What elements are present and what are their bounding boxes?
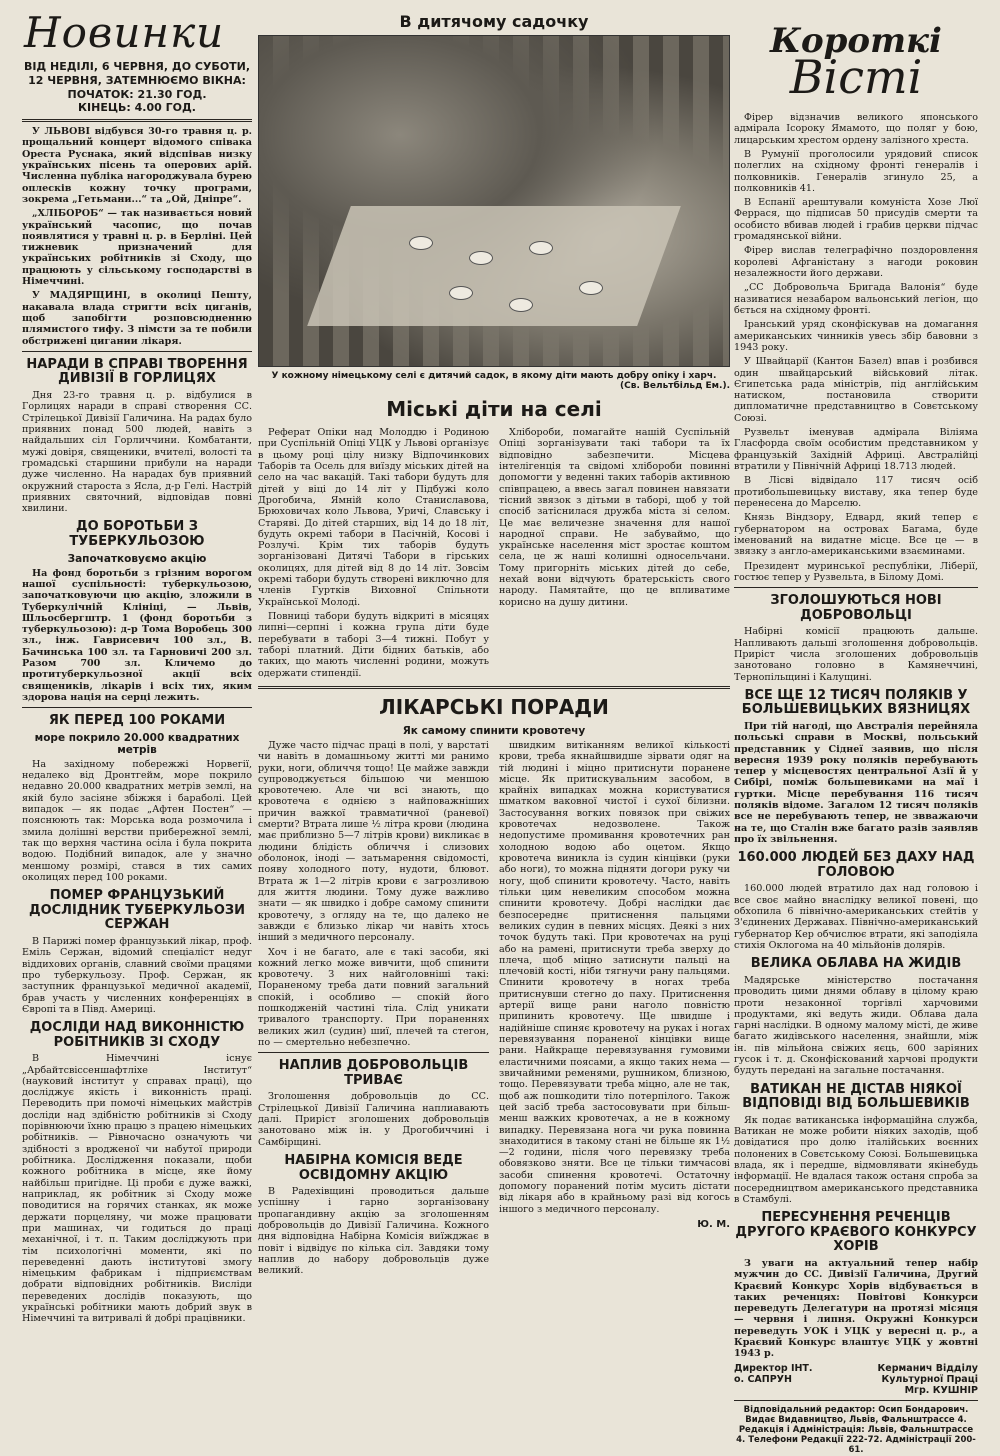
novynky-masthead: Новинки [24, 8, 225, 57]
vatican-heading: ВАТИКАН НЕ ДІСТАВ НІЯКОЇ ВІДПОВІДІ ВІД БОЛЬШЕВИКІВ [742, 1081, 970, 1112]
new-volunteers-body: Набірні комісії працюють дальше. Напливають дальші зголошення добровольців. Приріст числа зголошених добровольців занотовано головно в Камянеччині, Тернопільщині і Калущині. [734, 626, 978, 683]
signature-right [878, 1363, 978, 1396]
choir-heading: ПЕРЕСУНЕННЯ РЕЧЕНЦІВ ДРУГОГО КРАЄВОГО КОНКУРСУ ХОРІВ [735, 1210, 977, 1255]
photo-plate [509, 298, 533, 312]
divider [22, 707, 252, 708]
sea-heading: ЯК ПЕРЕД 100 РОКАМИ [48, 713, 226, 729]
sign-right-name: Мгр. КУШНІР [904, 1384, 978, 1396]
raid-body: Мадярське міністерство постачання проводить цими днями облаву в цілому краю проти незаконної торгівлі харчовими продуктами, які ведуть жиди. Облава дала гарні наслідки. В одному малому місті, де живе багато жидівського населення, знайшли, між ін. пів мільйона свіжих яєць, 600 заріяних гусок і т. д. Сконфіскований харчові продукти будуть передані на загальне постачання. [734, 974, 978, 1077]
volunteers-heading: НАПЛИВ ДОБРОВОЛЬЦІВ ТРИВАЄ [278, 1058, 469, 1088]
left-column [22, 0, 252, 1328]
divider [734, 587, 978, 588]
middle-column [258, 0, 730, 1280]
brief-item: Президент муринської республіки, Ліберії, гостює тепер у Рузвельта, в Білому Домі. [734, 560, 978, 583]
divider [22, 351, 252, 352]
sea-subheading: море покрило 20.000 квадратних метрів [34, 731, 240, 756]
brief-item: „СС Добровольча Бригада Валонія“ буде називатися незабаром вальонський легіон, що бється на східному фронті. [734, 282, 978, 316]
photo-caption [258, 371, 730, 391]
brief-item: Фірер відзначив великого японського адмірала Ісороку Ямамото, що поляг у бою, лицарським хрестом ордену залізного хреста. [734, 111, 978, 146]
sign-right-title2: Культурної Праці [881, 1373, 978, 1385]
sergent-heading: ПОМЕР ФРАНЦУЗЬКИЙ ДОСЛІДНИК ТУБЕРКУЛЬОЗИ СЕРЖАН [28, 888, 246, 933]
photo-plate [529, 241, 553, 255]
masthead-word1: Короткі [770, 21, 942, 61]
city-children-para2: Повниці табори будуть відкриті в місяцях липні—серпні і кожна група діти буде перебувати в таборі 3—4 тижні. Побут у таборі платний. Діти бідних батьків, або таких, що мають численні родини, можуть одержати стипендії. [258, 611, 489, 679]
poles-heading: ВСЕ ЩЕ 12 ТИСЯЧ ПОЛЯКІВ У БОЛЬШЕВИЦЬКИХ ВЯЗНИЦЯХ [741, 687, 971, 718]
short-news-masthead [734, 21, 978, 104]
photo-credit: (Св. Вельтбільд Ем.). [620, 381, 730, 391]
tb-body: На фонд боротьби з грізним ворогом нашої суспільності: туберкульозою, започатковуючи цю акцію, зложили в Туберкулічній Клініці, — Львів, Шльосбергштр. 1 (фонд боротьби з туберкульозою): д-р Тома Воробець 300 зл., інж. Гаврисевич 100 зл., В. Бачинська 100 зл. та Гарновичі 200 зл. Разом 700 зл. Кличемо до протитуберкульозної акції всіх священиків, лікарів і всіх тих, яким здорова нація на серці лежить. [22, 567, 252, 703]
brief-item: В Лісві відвідало 117 тисяч осіб протибольшевицьку виставу, яка тепер буде перенесена до Марселю. [734, 475, 978, 509]
blackout-line1: ВІД НЕДІЛІ, 6 ЧЕРВНЯ, ДО СУБОТИ, [23, 60, 251, 73]
blackout-line2: 12 ЧЕРВНЯ, ЗАТЕМНЮЄМО ВІКНА: [28, 73, 246, 87]
brief-item: Рузвельт іменував адмірала Віліяма Гласфорда своїм особистим представником у французькій Західній Африці. Австралійці втратили у Північній Африці 18.713 людей. [734, 427, 978, 473]
tb-subheading: Започатковуємо акцію [67, 552, 207, 565]
medical-para3: швидким витіканням великої кількості крови, треба якнайшвидше зірвати одяг на тій людині і міцно притиснути поранене місце. Як притискувальним засобом, в крайніх випадках можна користуватися шматком ваковної чистої і сухої білизни. Застосування вогких повязок при свіжих кровотечах недозволене. Також недопустиме промивання кровотечних ран холодною водою або оцетом. Якщо кровотеча виникла із судин кінцівки (руки або ноги), то можна підняти догори руку чи ногу, щоб спинити кровотечу. Часто, навіть тільки цим невеликим способом можна спинити кровотечу. Добрі наслідки дає безпосереднє притиснення пальцями великих судин в певних місцях. Деякі з них точок будуть такі. При кровотечах на руці або на рамені, притиснути треба зверху до плеча, щоб міцно затиснути пальці на плечовій кості, ніби тягнучи рану пальцями. Спинити кровотечу в ногах треба притиснувши стегно до паху. Притиснення артерії вище рани наголо повністю припинить кровотечу. Ще швидше і надійніше спиняє кровотечу на руках і ногах перевязування пораненої кінцівки вище рани. Найкраще перевязування гумовими еластичними поясами, а якщо таких нема — звичайними ременями, рушником, близною, тощо. Перевязувати треба міцно, але не так, щоб аж пошкодити тіло потерпілого. Також цей засіб треба застосовувати при більш-менш важких кровотечах, а не в кожному випадку. Перевязана нога чи рука повинна знаходитися в такому стані не більше як 1½—2 години, після чого перевязку треба обовязково зняти. Все це тільки тимчасові засоби спинення кровотечі. Остаточну допомогу поранений потім мусить дістати від лікаря або в крайньому разі від когось іншого з медичного персоналу. [499, 739, 730, 1215]
photo-plate [469, 251, 493, 265]
masthead-word2: Вісті [789, 49, 923, 104]
homeless-body: 160.000 людей втратило дах над головою і все своє майно внаслідку великої повені, що обхопила 6 північно-американських стейтів у З'єдинених Державах. Північно-американський губернатор Кер обчислює втрати, які заподіяла стихія Оклогома на 40 мільйонів долярів. [734, 883, 978, 952]
city-children-para1: Реферат Опіки над Молоддю і Родиною при Суспільній Опіці УЦК у Львові організує в цьому році цілу низку Відпочинкових Таборів та Осель для виїзду міських дітей на село на час вакацій. Такі табори будуть для дітей у віці до 14 літ у Підбужі коло Дрогобича, Ямній коло Станиславова, Брюховичах коло Львова, Уричі, Славську і Старяві. До дітей старших, від 14 до 18 літ, будуть окремі табори в Пасічній, Косові і Розлучі. Крім тих таборів будуть зорганізовані Дитячі Табори в гірських околицях, для дітей від 8 до 14 літ. Зовсім окремі табори будуть створені виключно для членів Гуртків Виховної Спільноти Української Молоді. [258, 427, 489, 608]
photo-plate [579, 281, 603, 295]
divider [258, 686, 730, 689]
kindergarten-photo [258, 35, 730, 367]
blackout-start: ПОЧАТОК: 21.30 ГОД. [67, 87, 207, 101]
brief-item: Іранський уряд сконфіскував на домагання американських чинників увесь збір бавовни з 1943 року. [734, 319, 978, 353]
kindergarten-kicker: В дитячому садочку [399, 12, 589, 31]
imprint: Відповідальний редактор: Осип Бондарович. Видає Видавництво, Львів, Фальнштрассе 4. Редакція і Адміністрація: Львів, Фальнштрассе 4. Телефони Редакції 222-72. Адміністрації 200-61. [736, 1404, 976, 1456]
commission-heading: НАБІРНА КОМІСІЯ ВЕДЕ ОСВІДОМНУ АКЦІЮ [284, 1152, 463, 1183]
new-volunteers-heading: ЗГОЛОШУЮТЬСЯ НОВІ ДОБРОВОЛЬЦІ [770, 593, 942, 623]
gorlice-body: Дня 23-го травня ц. р. відбулися в Горлицях наради в справі створення СС. Стрілецької Дивізії Галичина. На радах було приявних понад 500 людей, навіть з найдальших сіл Горличчини. Комбатанти, мужі довіря, священики, вчителі, волості та громадські старшини прибули на наради дуже численно. На нарадах був приявний окружний староста з Ясла, д-р Гелі. Настрій приявних святочний, відповідав повні хвилини. [22, 390, 252, 515]
city-children-article [258, 427, 730, 682]
sign-right-title1: Керманич Відділу [877, 1362, 978, 1374]
poles-body: При тій нагоді, що Австралія перейняла польські справи в Москві, польський представник у Сіднеї заявив, що після вересня 1939 року поляків перебувають тепер у місцевостях центральної Азії й у Сибірі, поміж большевиками на маї і гуртки. Місце перебування 116 тисяч поляків відоме. Загалом 12 тисяч поляків все не перебувають тепер, не звважаючи на те, що Сталін вже багато разів заявляв про їх звільнення. [734, 720, 978, 846]
medical-para2: Хоч і не багато, але є такі засоби, які кожний легко може вивчити, щоб спинити кровотечу. З них найголовніші такі: Пораненому треба дати повний загальний спокій, і особливо — спокій його пошкодженій частині тіла. Слід уникати тривалого транспорту. При пораненнях великих жил (судин) шиї, плечей та стегон, по — смертельно небезпечно. [258, 946, 489, 1048]
medical-advice-article [258, 740, 730, 1280]
brief-item: Князь Віндзору, Едвард, який тепер є губернатором на островах Багама, буде іменований на видатне місце. Все це — в звязку з англо-американськими взаєминами. [734, 512, 978, 558]
medical-advice-heading: ЛІКАРСЬКІ ПОРАДИ [379, 694, 609, 719]
news-lviv-concert: У ЛЬВОВІ відбувся 30-го травня ц. р. прощальний концерт відомого співака Ореста Руснака, який відспівав низку українських пісень та оперових арій. Численна публіка нагороджувала бурею оплесків кожну точку програми, зокрема „Гетьмани...“ та „Ой, Дніпре“. [22, 126, 252, 205]
sign-left-name: о. САПРУН [734, 1373, 792, 1385]
blackout-notice [22, 60, 252, 115]
medical-signature: Ю. М. [697, 1219, 730, 1230]
brief-item: У Швайцарії (Кантон Базел) впав і розбився один швайцарський військовий літак. Єгипетська рада міністрів, під англійським натиском, постановила створити дипломатичне представництво в Совєтському Союзі. [734, 356, 978, 424]
commission-body: В Радехівщині проводиться дальше успішну і гарно зорганізовану пропагандивну акцію за зголошенням добровольців до Дивізії Галичина. Кожного дня відповідна Набірна Комісія виїжджає в повіт і відвідує по кілька сіл. Завдяки тому наплив до набору добровольців дуже великий. [258, 1186, 489, 1277]
workers-heading: ДОСЛІДИ НАД ВИКОННІСТЮ РОБІТНИКІВ ЗІ СХОДУ [29, 1020, 245, 1050]
sergent-body: В Парижі помер французький лікар, проф. Еміль Сержан, відомий спеціаліст недуг віддихових органів, славний своїми працями про туберкульозу. Проф. Сержан, як заступник французької медичної академії, брав участь у численних конференціях в Європі та в Півд. Америці. [22, 935, 252, 1015]
city-children-heading: Міські діти на селі [386, 397, 602, 421]
homeless-heading: 160.000 ЛЮДЕЙ БЕЗ ДАХУ НАД ГОЛОВОЮ [737, 850, 975, 880]
tb-heading: ДО БОРОТЬБИ З ТУБЕРКУЛЬОЗОЮ [69, 519, 205, 550]
brief-item: Фірер вислав телеграфічно поздоровлення королеві Афганістану з нагоди роковин незалежности його держави. [734, 245, 978, 280]
raid-heading: ВЕЛИКА ОБЛАВА НА ЖИДІВ [750, 956, 962, 972]
news-madiarshchyna: У МАДЯРЩИНІ, в околиці Пешту, накавала влада стригти всіх циганів, щоб запобігти розповсюдненню плямистого тифу. З пімсти за те побили обстрижені цигании лікаря. [22, 290, 252, 347]
city-children-para3: Хлібороби, помагайте нашій Суспільній Опіці зорганізувати такі табори та їх відповідно забезпечити. Місцева інтелігенція та свідомі хлібороби повинні допомогти у веденні таких таборів активною співпрацею, а ввесь загал повинен навязати тісний звязок з дітьми в таборі, щоб у той спосіб затіснилася дружба міста зі селом. Це має величезне значення для нашої народної справи. Не забуваймо, що українське населення міст зростає коштом села, це ж наші колишні односельчани. Тому пригорніть міських дітей до себе, нехай вони відчують братерськість свого народу. Памятайте, що це впливатиме корисно на душу дитини. [499, 427, 730, 608]
choir-body: З уваги на актуальний тепер набір мужчин до СС. Дивізії Галичина, Другий Краєвий Конкурс Хорів відбувається в таких реченцях: Повітові Конкурси переведуть Делегатури на протязі місяця — червня і липня. Окружні Конкурси переведуть УОК і УЦК у вересні ц. р., а Краєвий Конкурс влаштує УЦК у жовтні 1943 р. [734, 1257, 978, 1360]
choir-signatures [734, 1363, 978, 1396]
sign-left-title: Директор ІНТ. [734, 1362, 813, 1374]
photo-table [307, 206, 681, 326]
brief-item: В Румунії проголосили урядовий список полеглих на східному фронті генералів і полковників. Генералів згинуло 25, а полковників 41. [734, 148, 978, 194]
volunteers-body: Зголошення добровольців до СС. Стрілецької Дивізії Галичина наплиавають далі. Приріст зголошених добровольців занотовано між ін. у Дрогобиччині і Самбірщині. [258, 1091, 489, 1148]
medical-para1: Дуже часто підчас праці в полі, у варстаті чи навіть в домашньому житті ми ранимо руки, ноги, обличчя тощо! Це майже завжди супроводжується більшою чи меншою кровотечею. Але чи всі знають, що кровотеча є однією з найповажніших причин важкої травматичної (раневої) смерти? Втрата лише ½ літра крови (людина має приблизно 5—7 літрів крови) викликає в людини блідість обличчя і слизових оболонок, іноді — затьмарення свідомості, появу холодного поту, нудоти, блювот. Втрата ж 1—2 літрів крови є загрозливою для життя людини. Тому дуже важливо знати — як швидко і добре самому спинити кровотечу, з огляду на те, що далеко не завжди є близько лікар чи навіть хтось інший з медичного персоналу. [258, 739, 489, 944]
medical-advice-subheading: Як самому спинити кровотечу [402, 724, 586, 737]
blackout-end: КІНЕЦЬ: 4.00 ГОД. [78, 101, 196, 115]
caption-text: У кожному німецькому селі є дитячий садок, в якому діти мають добру опіку і харч. [271, 371, 717, 381]
divider [734, 1400, 978, 1401]
news-khliborob: „ХЛІБОРОБ“ — так називається новий український часопис, що почав появлятися у травні ц. р. в Берліні. Цей тижневик призначений для українських робітників зі Сходу, що працюють у сільському господарстві в Німеччині. [22, 208, 252, 288]
photo-plate [449, 286, 473, 300]
vatican-body: Як подає ватиканська інформаційна служба, Ватикан не може робити ніяких заходів, щоб довідатися про долю італійських воєнних полонених в Совєтському Союзі. Большевицька влада, як і передше, відмовлявати якінебудь інформації. Не вдалася також останя спроба за посередництвом американського представника в Стамбулі. [734, 1114, 978, 1205]
workers-body: В Німеччині існує „Арбайтсвіссеншафтліхе Інститут“ (науковий інститут у справах праці), що досліджує якість і виконність праці. Переводить при помочі німецьких майстрів досліди над здібністю робітників зі Сходу порівнюючи їхню працю з працею німецьких робітників. — Рівночасно означують чи здібності з вродженої чи набутої природи робітника. Дослідження показали, щоби кожного робітника в місце, яке йому найбільш пригідне. Ці проби є дуже важкі, наприклад, як робітник зі Сходу може поводитися на горячих станках, як може держати порцеляну, чи може працювати при машинах, чи годиться до праці механічної, і т. п. Таким досліджують при тім психологічні моменти, які по переведенні дають інститутові змогу німецьким фабрикам і підприємствам добрати відповідних робітників. Висліди переведених дослідів показують, що українські робітники мають добрий звук в Німеччині та витривалі й добрі працівники. [22, 1053, 252, 1325]
divider [258, 1052, 489, 1053]
sea-body: На західному побережжі Норвегії, недалеко від Дронтгейм, море покрило недавно 20.000 квадратних метрів землі, на якій було засіяне збіжжя і бараболі. Цей випадок — як подає „Афтен Постен“ — пояснюють так: Морська вода розмочила і змила долішні верстви прибережної землі, так що верхня частина осіла і була покрита водою. Подібний випадок, але у значно меншому розмірі, стався в тих самих околицях перед 100 роками. [22, 758, 252, 883]
photo-plate [409, 236, 433, 250]
right-column [734, 0, 978, 1456]
gorlice-heading: НАРАДИ В СПРАВІ ТВОРЕННЯ ДИВІЗІЇ В ГОРЛИЦЯХ [26, 356, 248, 387]
divider [22, 119, 252, 122]
signature-left [734, 1363, 813, 1396]
brief-item: В Еспанії арештували комуніста Хозе Люї Феррася, що підписав 50 присудів смерти та особисто вбивав людей і грабив церкви підчас громадянської війни. [734, 197, 978, 243]
